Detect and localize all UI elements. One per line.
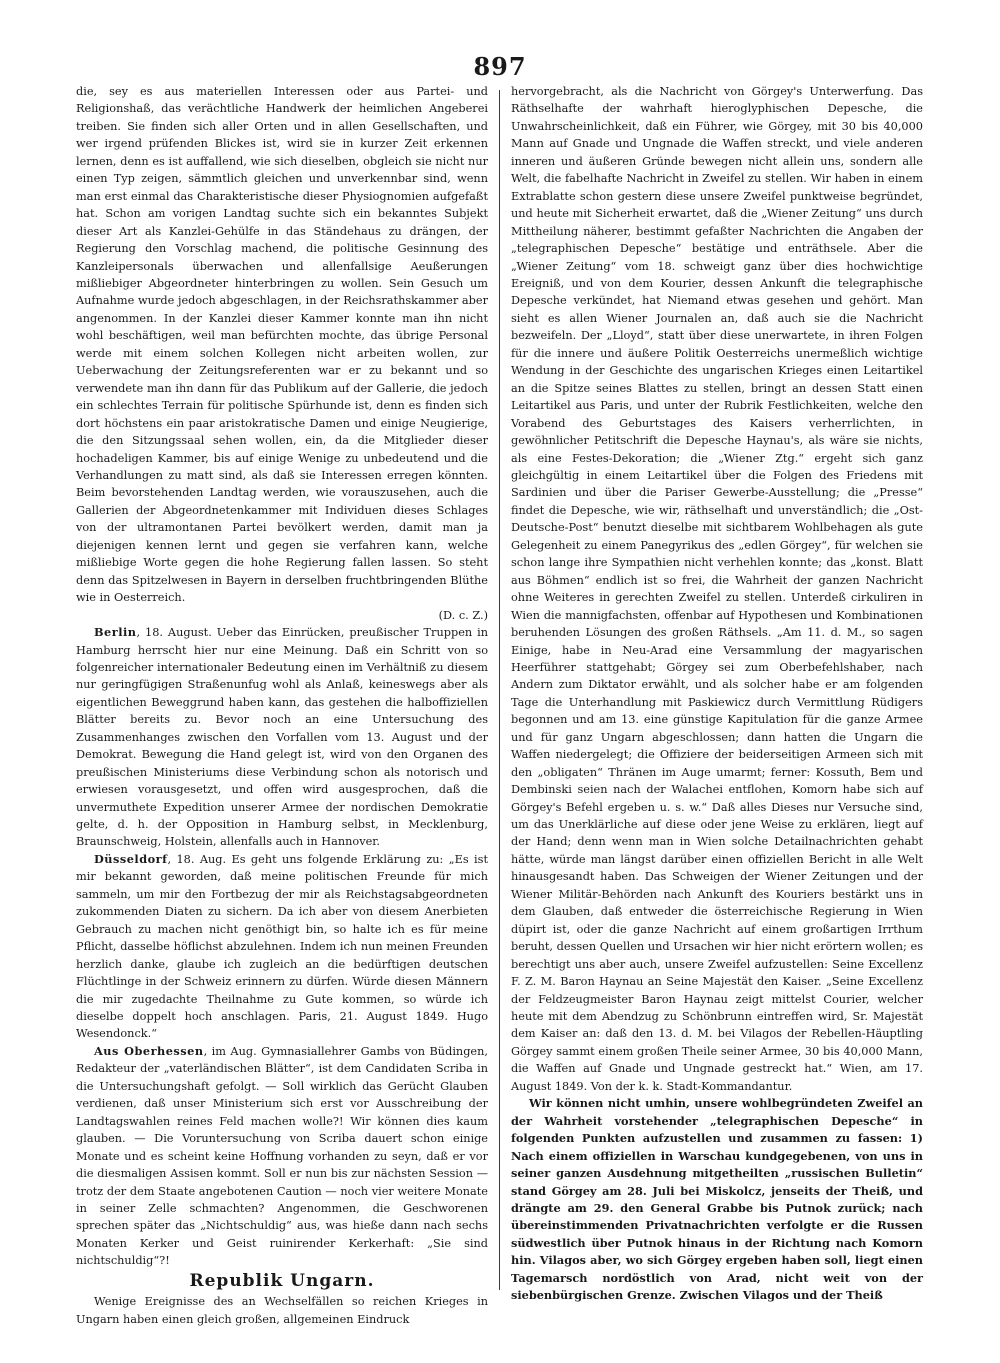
berlin-text: , 18. August. Ueber das Einrücken, preußischer Truppen in Hamburg herrscht hier nur eine Meinung. Daß ein Schritt von so folgenreicher internationaler Bedeutung einen im Verhältniß zu diesem nur geringfügigen Straßenunfug wohl als Anlaß, keineswegs aber als eigentlichen Beweggrund haben kann, das gestehen die halboffiziellen Blätter bereits zu. Bevor noch an eine Untersuchung des Zusammenhanges zwischen den Vorfallen vom 13. August und der Demokrat. Bewegung die Hand gelegt ist, wird von den Organen des preußischen Ministeriums diese Verbindung schon als notorisch und erwiesen vorausgesetzt, und offen wird ausgesprochen, daß die unvermuthete Expedition unserer Armee der nordischen Demokratie gelte, d. h. der Opposition in Hamburg selbst, in Mecklenburg, Braunschweig, Holstein, allenfalls auch in Hannover. — [76, 626, 488, 849]
duesseldorf-report — [76, 851, 488, 1043]
oberhessen-report — [76, 1043, 488, 1270]
right-column — [511, 83, 923, 1313]
ungarn-continuation: hervorgebracht, als die Nachricht von Görgey's Unterwerfung. Das Räthselhafte der wahrhaft hieroglyphischen Depesche, die Unwahrscheinlichkeit, daß ein Führer, wie Görgey, mit 30 bis 40,000 Mann auf Gnade und Ungnade die Waffen streckt, und viele anderen inneren und äußeren Gründe bewegen nicht allein uns, sondern alle Welt, die fabelhafte Nachricht in Zweifel zu stellen. Wir haben in einem Extrablatte schon gestern diese unsere Zweifel punktweise begründet, und heute mit Sicherheit erwartet, daß die „Wiener Zeitung“ uns durch Mittheilung näherer, bestimmt gefaßter Nachrichten die Angaben der „telegraphischen Depesche“ bestätige und enträthsele. Aber die „Wiener Zeitung“ vom 18. schweigt ganz über dies hochwichtige Ereigniß, und von dem Kourier, dessen Ankunft die telegraphische Depesche verkündet, hat Niemand etwas gesehen und gehört. Man sieht es allen Wiener Journalen an, daß auch sie die Nachricht bezweifeln. Der „Lloyd“, statt über diese unerwartete, in ihren Folgen für die innere und äußere Politik Oesterreichs unermeßlich wichtige Wendung in der Geschichte des ungarischen Krieges einen Leitartikel an die Spitze seines Blattes zu stellen, bringt an dessen Statt einen Leitartikel aus Paris, und unter der Rubrik Festlichkeiten, welche den Vorabend des Geburtstages des Kaisers verherrlichten, in gewöhnlicher Petitschrift die Depesche Haynau's, als wäre sie nichts, als eine Festes-Dekoration; die „Wiener Ztg.“ ergeht sich ganz gleichgültig in einem Leitartikel über die Folgen des Friedens mit Sardinien und über die Pariser Gewerbe-Ausstellung; die „Presse“ findet die Depesche, wie wir, räthselhaft und unverständlich; die „Ost-Deutsche-Post“ benutzt dieselbe mit sichtbarem Wohlbehagen als gute Gelegenheit zu einem Panegyrikus des „edlen Görgey“, für welchen sie schon lange ihre Sympathien nicht verhehlen konnte; das „konst. Blatt aus Böhmen“ endlich ist so frei, die Wahrheit der ganzen Nachricht ohne Weiteres in gerechten Zweifel zu stellen. Unterdeß cirkuliren in Wien die mannigfachsten, offenbar auf Hypothesen und Kombinationen beruhenden Lösungen des großen Räthsels. „Am 11. d. M., so sagen Einige, habe in Neu-Arad eine Versammlung der magyarischen Heerführer stattgehabt; Görgey sei zum Oberbefehlshaber, nach Andern zum Diktator erwählt, und als solcher habe er am folgenden Tage die Unterhandlung mit Paskiewicz durch Vermittlung Rüdigers begonnen und am 13. eine günstige Kapitulation für die ganze Armee und für ganz Ungarn abgeschlossen; dann hatten die Ungarn die Waffen niedergelegt; die Offiziere der beiderseitigen Armeen sich mit den „obligaten“ Thränen im Auge umarmt; ferner: Kossuth, Bem und Dembinski seien nach der Walachei entflohen, Komorn habe sich auf Görgey's Befehl ergeben u. s. w.“ Daß alles Dieses nur Versuche sind, um das Unerklärliche auf diese oder jene Weise zu erklären, liegt auf der Hand; denn wenn man in Wien solche Detailnachrichten gehabt hätte, würde man längst darüber einen offiziellen Bericht in alle Welt hinausgesandt haben. Das Schweigen der Wiener Zeitungen und der Wiener Militär-Behörden nach Ankunft des Kouriers bestärkt uns in dem Glauben, daß entweder die österreichische Regierung in Wien düpirt ist, oder die ganze Nachricht auf einem großartigen Irrthum beruht, dessen Quellen und Ursachen wir hier nicht erörtern wollen; es berechtigt uns aber auch, unsere Zweifel aufzustellen: Seine Excellenz F. Z. M. Baron Haynau an Seine Majestät den Kaiser. „Seine Excellenz der Feldzeugmeister Baron Haynau zeigt mittelst Courier, welcher heute mit dem Abendzug zu Schönbrunn eintreffen wird, Sr. Majestät dem Kaiser an: daß den 13. d. M. bei Vilagos der Rebellen-Häuptling Görgey sammt einem großen Theile seiner Armee, 30 bis 40,000 Mann, die Waffen auf Gnade und Ungnade gestreckt hat.“ Wien, am 17. August 1849. Von der k. k. Stadt-Kommandantur. — [511, 85, 923, 1093]
section-heading: Republik Ungarn. — [189, 1270, 375, 1291]
ungarn-intro: Wenige Ereignisse des an Wechselfällen so reichen Krieges in Ungarn haben einen gleich großen, allgemeinen Eindruck — [76, 1295, 488, 1326]
doubt-points: Wir können nicht umhin, unsere wohlbegründeten Zweifel an der Wahrheit vorstehender „telegraphischen Depesche“ in folgenden Punkten aufzustellen und zusammen zu fassen: 1) Nach einem offiziellen in Warschau kundgegebenen, von uns in seiner ganzen Ausdehnung mitgetheilten „russischen Bulletin“ stand Görgey am 28. Juli bei Miskolcz, jenseits der Theiß, und drängte am 29. den General Grabbe bis Putnok zurück; nach übereinstimmenden Privatnachrichten verfolgte er die Russen südwestlich über Putnok hinaus in der Richtung nach Komorn hin. Vilagos aber, wo sich Görgey ergeben haben soll, liegt einen Tagemarsch nordöstlich von Arad, nicht weit von der siebenbürgischen Grenze. Zwischen Vilagos und der Theiß — [511, 1096, 923, 1303]
left-column — [76, 83, 488, 1326]
article-paragraph: die, sey es aus materiellen Interessen oder aus Partei- und Religionshaß, das verächtliche Handwerk der heimlichen Angeberei treiben. Sie finden sich aller Orten und in allen Gesellschaften, und wer irgend prüfenden Blickes ist, wird sie in kurzer Zeit erkennen lernen, denn es ist auffallend, wie sich dieselben, obgleich sie nicht nur einen Typ zeigen, sämmtlich gleichen und unverkennbar sind, wenn man erst einmal das Charakteristische dieser Physiognomien aufgefaßt hat. Schon am vorigen Landtag suchte sich ein bekanntes Subjekt dieser Art als Kanzlei-Gehülfe in das Ständehaus zu drängen, der Regierung den Vorschlag machend, die politische Gesinnung des Kanzleipersonals überwachen und allenfallsige Aeußerungen mißliebiger Abgeordneter hinterbringen zu wollen. Sein Gesuch um Aufnahme wurde jedoch abgeschlagen, in der Reichsrathskammer aber angenommen. In der Kanzlei dieser Kammer konnte man ihn nicht wohl beschäftigen, weil man befürchten mochte, das übrige Personal werde mit einem solchen Kollegen nicht arbeiten wollen, zur Ueberwachung der Zeitungsreferenten war er zu bekannt und so verwendete man ihn dann für das Publikum auf der Gallerie, die jedoch ein schlechtes Terrain für politische Spürhunde ist, denn es finden sich dort höchstens ein paar aristokratische Damen und einige Neugierige, die den Sitzungssaal sehen wollen, ein, da die Mitglieder dieser hochadeligen Kammer, bis auf einige Wenige zu unbedeutend und die Verhandlungen zu matt sind, als daß sie Interessen erregen könnten. Beim bevorstehenden Landtag werden, wie vorauszusehen, auch die Gallerien der Abgeordnetenkammer mit Individuen dieses Schlages von der ultramontanen Partei bevölkert werden, damit man ja diejenigen kennen lernt und gegen sie verfahren kann, welche mißliebige Worte gegen die hohe Regierung fallen lassen. So steht denn das Spitzelwesen in Bayern in derselben fruchtbringenden Blüthe wie in Oesterreich. — [76, 85, 488, 605]
dateline-berlin: Berlin — [94, 625, 137, 640]
dateline-duesseldorf: Düsseldorf — [94, 851, 168, 866]
oberhessen-text: , im Aug. Gymnasiallehrer Gambs von Büdingen, Redakteur der „vaterländischen Blätter“, ist dem Candidaten Scriba in die Untersuchungshaft gefolgt. — Soll wirklich das Gerücht Glauben verdienen, daß unser Ministerium sich erst vor Ausschreibung der Landtagswahlen reines Feld machen wolle?! Wir können dies kaum glauben. — Die Voruntersuchung von Scriba dauert schon einige Monate und es scheint keine Hoffnung vorhanden zu seyn, daß er vor die diesmaligen Assisen kommt. Soll er nun bis zur nächsten Session — trotz der dem Staate angebotenen Caution — noch vier weitere Monate in seiner Zelle schmachten? Angenommen, die Geschworenen sprechen später das „Nichtschuldig“ aus, was hieße dann nach sechs Monaten Kerker und Geist ruinirender Kerkerhaft: „Sie sind nichtschuldig“?! — [76, 1044, 488, 1268]
dateline-oberhessen: Aus Oberhessen — [94, 1043, 204, 1058]
column-divider — [499, 90, 500, 1290]
berlin-report — [76, 624, 488, 851]
duesseldorf-text: , 18. Aug. Es geht uns folgende Erklärung zu: „Es ist mir bekannt geworden, daß meine politischen Freunde für mich sammeln, um mir den Fortbezug der mir als Reichstagsabgeordneten zukommenden Diaten zu sichern. Da ich aber von diesem Anerbieten Gebrauch zu machen nicht genöthigt bin, so halte ich es für meine Pflicht, dasselbe höflichst abzulehnen. Indem ich nun meinen Freunden herzlich danke, glaube ich zugleich an die bedürftigen deutschen Flüchtlinge in der Schweiz erinnern zu dürfen. Würde diesen Männern die mir zugedachte Theilnahme zu Gute kommen, so würde ich dieselbe doppelt hoch anschlagen. Paris, 21. August 1849. Hugo Wesendonck.“ — [76, 852, 488, 1041]
article-source: (D. c. Z.) — [438, 608, 488, 622]
page-number: 897 — [473, 52, 527, 81]
